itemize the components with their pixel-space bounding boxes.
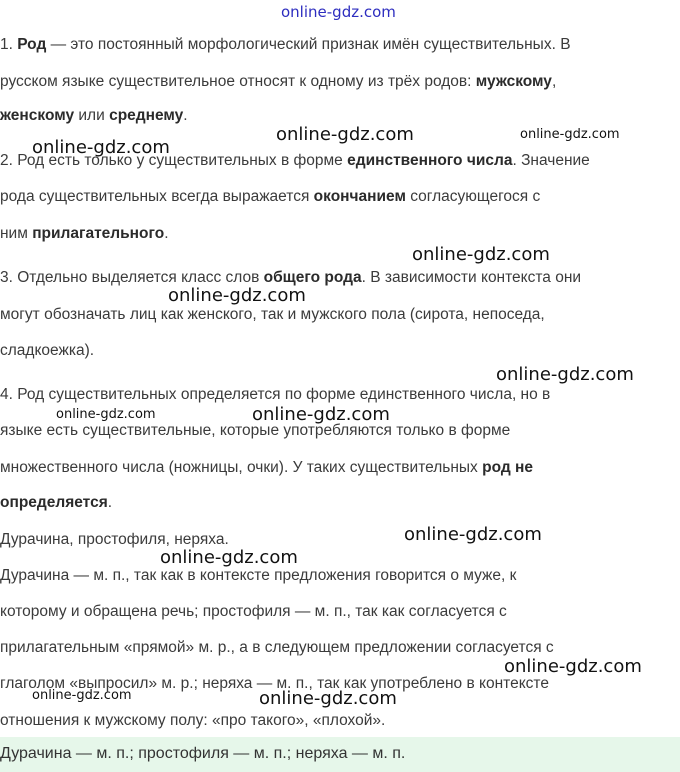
text-run: русском языке существительное относят к одному из трёх родов: bbox=[0, 73, 476, 90]
bold-term: мужскому bbox=[475, 73, 552, 90]
text-run: Дурачина — м. п., так как в контексте предложения говорится о муже, к bbox=[0, 567, 517, 584]
bold-term: женскому bbox=[0, 107, 75, 124]
text-line bbox=[0, 106, 188, 126]
text-run: могут обозначать лиц как женского, так и мужского пола (сирота, непоседа, bbox=[0, 306, 545, 323]
text-run: глаголом «выпросил» м. р.; неряха — м. п., так как употреблено в контексте bbox=[0, 675, 549, 692]
watermark-12: online-gdz.com bbox=[32, 688, 132, 703]
text-run: 3. Отдельно выделяется класс слов bbox=[0, 269, 264, 286]
text-run: языке есть существительные, которые употребляются только в форме bbox=[0, 422, 511, 439]
text-run: 2. Род есть только у существительных в форме bbox=[0, 152, 348, 169]
text-run: 1. bbox=[0, 36, 18, 53]
text-line bbox=[0, 35, 571, 55]
watermark-9: online-gdz.com bbox=[404, 524, 542, 545]
text-run: рода существительных всегда выражается bbox=[0, 188, 314, 205]
text-run: . bbox=[107, 494, 113, 511]
text-run: ним bbox=[0, 225, 33, 242]
text-run: . bbox=[164, 225, 169, 242]
text-line bbox=[0, 493, 112, 513]
text-run: . bbox=[183, 107, 188, 124]
watermark-13: online-gdz.com bbox=[259, 688, 397, 709]
watermark-3: online-gdz.com bbox=[520, 127, 620, 142]
text-line bbox=[0, 458, 533, 478]
text-run: 4. Род существительных определяется по форме единственного числа, но в bbox=[0, 386, 551, 403]
watermark-4: online-gdz.com bbox=[412, 244, 550, 265]
text-line bbox=[0, 385, 550, 405]
text-run: . В зависимости контекста они bbox=[361, 269, 582, 286]
watermark-5: online-gdz.com bbox=[168, 285, 306, 306]
text-line bbox=[0, 602, 507, 622]
bold-term: прилагательного bbox=[32, 225, 165, 242]
bold-term: определяется bbox=[0, 494, 108, 511]
text-run: — это постоянный морфологический признак имён существительных. В bbox=[46, 36, 571, 53]
text-line bbox=[0, 566, 516, 586]
watermark-8: online-gdz.com bbox=[252, 404, 390, 425]
text-run: отношения к мужскому полу: «про такого», «плохой». bbox=[0, 712, 386, 729]
bold-term: общего рода bbox=[263, 269, 362, 286]
text-run: прилагательным «прямой» м. р., а в следующем предложении согласуется с bbox=[0, 639, 554, 656]
text-run: , bbox=[551, 73, 557, 90]
text-run: Дурачина, простофиля, неряха. bbox=[0, 531, 229, 548]
bold-term: среднему bbox=[109, 107, 184, 124]
text-line bbox=[0, 341, 94, 361]
bold-term: окончанием bbox=[313, 188, 406, 205]
bold-term: единственного числа bbox=[347, 152, 513, 169]
watermark-1: online-gdz.com bbox=[32, 137, 170, 158]
watermark-top: online-gdz.com bbox=[281, 3, 396, 21]
text-run: сладкоежка). bbox=[0, 342, 95, 359]
text-run: . Значение bbox=[512, 152, 590, 169]
watermark-7: online-gdz.com bbox=[56, 407, 156, 422]
watermark-6: online-gdz.com bbox=[496, 364, 634, 385]
text-run: которому и обращена речь; простофиля — м. п., так как согласуется с bbox=[0, 603, 507, 620]
bold-term: род не bbox=[482, 459, 533, 476]
watermark-2: online-gdz.com bbox=[276, 124, 414, 145]
text-line bbox=[0, 305, 545, 325]
text-line bbox=[0, 638, 554, 658]
text-run: согласующегося с bbox=[405, 188, 541, 205]
watermark-11: online-gdz.com bbox=[504, 656, 642, 677]
answer-box bbox=[0, 737, 680, 772]
watermark-10: online-gdz.com bbox=[160, 547, 298, 568]
bold-term: Род bbox=[17, 36, 47, 53]
text-line bbox=[0, 711, 385, 731]
answer-text: Дурачина — м. п.; простофиля — м. п.; неряха — м. п. bbox=[0, 745, 406, 762]
text-line bbox=[0, 187, 540, 207]
text-run: множественного числа (ножницы, очки). У таких существительных bbox=[0, 459, 483, 476]
text-run: или bbox=[74, 107, 110, 124]
text-line bbox=[0, 72, 556, 92]
text-line bbox=[0, 224, 169, 244]
